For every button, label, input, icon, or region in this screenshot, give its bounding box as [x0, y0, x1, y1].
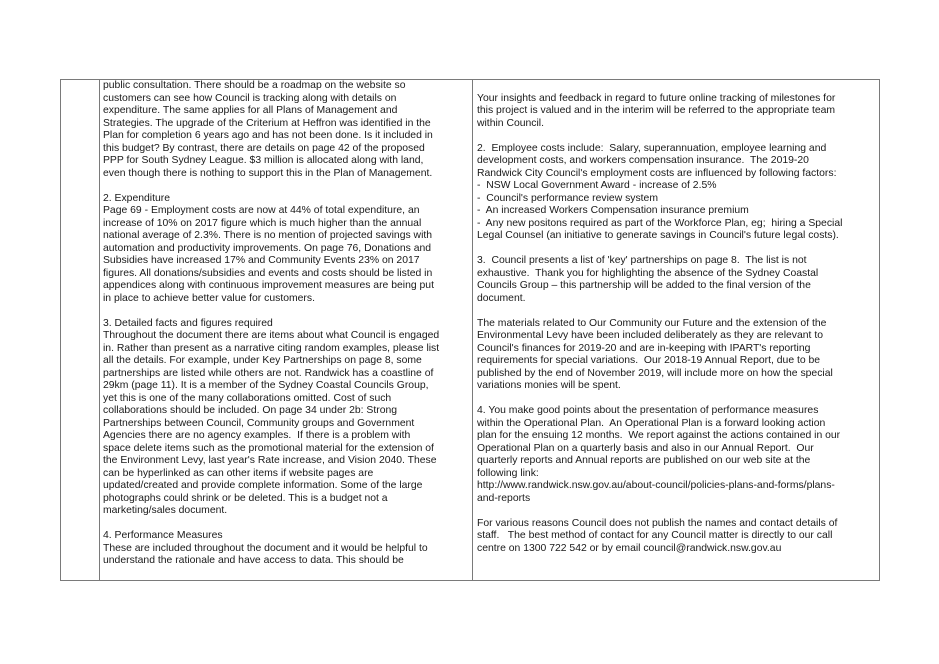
text-line: and-reports — [477, 492, 531, 504]
text-line: development costs, and workers compensation insurance. The 2019-20 — [477, 155, 809, 166]
text-line: requirements for special variations. Our 2018-19 Annual Report, due to be — [477, 355, 821, 366]
text-line: 2. Expenditure — [103, 192, 171, 204]
text-line: even though there is nothing to support this in the Plan of Management. — [103, 167, 433, 179]
text-line: For various reasons Council does not publish the names and contact details of — [477, 517, 838, 529]
text-line: following link: — [477, 467, 539, 479]
text-line: this budget? By contrast, there are details on page 42 of the proposed — [103, 142, 425, 154]
text-line: within Council. — [477, 117, 544, 129]
text-line: variations monies will be spent. — [477, 380, 621, 391]
text-line: - An increased Workers Compensation insurance premium — [477, 205, 749, 216]
text-line — [477, 80, 877, 93]
text-line: in. Rather than present as a narrative citing random examples, please list — [103, 342, 440, 354]
text-line: plan for the ensuing 12 months. We report against the actions contained in our — [477, 430, 841, 441]
text-line: 29km (page 11). It is a member of the Sydney Coastal Councils Group, — [103, 380, 429, 391]
text-line: collaborations should be included. On page 34 under 2b: Strong — [103, 405, 398, 416]
text-line: national average of 2.3%. There is no mention of projected savings with — [103, 230, 433, 241]
text-line: partnerships are listed while others are not. Randwick has a coastline of — [103, 367, 434, 379]
text-line: understand the rationale and have access to data. This should be — [103, 555, 404, 566]
text-line: 2. Employee costs include: Salary, superannuation, employee learning and — [477, 142, 827, 154]
paragraph — [103, 80, 469, 180]
text-line: Throughout the document there are items about what Council is engaged — [103, 330, 440, 341]
text-line: Operational Plan on a quarterly basis and also in our Annual Report. Our — [477, 442, 814, 454]
text-line: http://www.randwick.nsw.gov.au/about-council/policies-plans-and-forms/plans- — [477, 480, 835, 491]
text-line: updated/created and provide complete information. Some of the large — [103, 480, 423, 491]
text-line: 4. Performance Measures — [103, 530, 223, 541]
paragraph — [477, 518, 877, 556]
text-line: Partnerships between Council, Community groups and Government — [103, 417, 415, 429]
text-line: Councils Group – this partnership will be added to the final version of the — [477, 280, 811, 291]
text-line: 3. Detailed facts and figures required — [103, 317, 273, 329]
text-line: Randwick City Council's employment costs are influenced by following factors: — [477, 167, 837, 179]
text-line: space delete items such as the promotional material for the extension of — [103, 442, 434, 454]
paragraph — [477, 80, 877, 130]
text-line: These are included throughout the document and it would be helpful to — [103, 542, 428, 554]
text-line: The materials related to Our Community our Future and the extension of the — [477, 317, 827, 329]
text-line: Your insights and feedback in regard to future online tracking of milestones for — [477, 92, 836, 104]
text-line: public consultation. There should be a roadmap on the website so — [103, 80, 406, 91]
text-line: Environmental Levy have been included deliberately as they are relevant to — [477, 330, 823, 341]
text-line: increase of 10% on 2017 figure which is much higher than the annual — [103, 217, 422, 229]
paragraph — [103, 318, 469, 518]
text-line: Council's finances for 2019-20 and are in-keeping with IPART's reporting — [477, 342, 811, 354]
paragraph — [477, 405, 877, 505]
text-line: 3. Council presents a list of 'key' partnerships on page 8. The list is not — [477, 255, 807, 266]
text-line: in place to achieve better value for customers. — [103, 292, 315, 304]
text-line: within the Operational Plan. An Operational Plan is a forward looking action — [477, 417, 826, 429]
text-line: PPP for South Sydney League. $3 million is allocated along with land, — [103, 155, 424, 166]
column-divider-middle — [472, 80, 473, 580]
text-line: Strategies. The upgrade of the Criterium at Heffron was identified in the — [103, 117, 431, 129]
text-line: expenditure. The same applies for all Plans of Management and — [103, 105, 398, 116]
text-line: 4. You make good points about the presentation of performance measures — [477, 405, 819, 416]
text-line: - Council's performance review system — [477, 192, 658, 204]
paragraph — [103, 530, 469, 568]
text-line: Plan for completion 6 years ago and has not been done. Is it included in — [103, 130, 433, 141]
paragraph — [103, 193, 469, 306]
text-line: photographs could shrink or be deleted. This is a budget not a — [103, 492, 388, 504]
text-line: yet this is one of the many collaborations omitted. Cost of such — [103, 392, 392, 404]
text-line: customers can see how Council is tracking along with details on — [103, 92, 397, 104]
council-response-cell — [477, 80, 877, 555]
response-table — [60, 79, 880, 581]
text-line: staff. The best method of contact for any Council matter is directly to our call — [477, 530, 833, 541]
text-line: this project is valued and in the interim will be referred to the appropriate team — [477, 105, 836, 116]
text-line: Legal Counsel (an initiative to generate savings in Council's future legal costs). — [477, 230, 839, 241]
text-line: centre on 1300 722 542 or by email council@randwick.nsw.gov.au — [477, 542, 782, 554]
text-line: can be hyperlinked as can other items if website pages are — [103, 467, 374, 479]
submission-text-cell — [103, 80, 469, 568]
text-line: Page 69 - Employment costs are now at 44% of total expenditure, an — [103, 205, 420, 216]
text-line: marketing/sales document. — [103, 505, 228, 516]
text-line: Agencies there are no agency examples. If there is a problem with — [103, 430, 411, 441]
text-line: quarterly reports and Annual reports are published on our web site at the — [477, 455, 811, 466]
text-line: figures. All donations/subsidies and events and costs should be listed in — [103, 267, 433, 279]
paragraph — [477, 318, 877, 393]
text-line: - Any new positons required as part of the Workforce Plan, eg; hiring a Special — [477, 217, 843, 229]
text-line: appendices along with continuous improvement measures are being put — [103, 280, 434, 291]
text-line: the Environment Levy, last year's Rate increase, and Vision 2040. These — [103, 455, 437, 466]
text-line: published by the end of November 2019, will include more on how the special — [477, 367, 833, 379]
text-line: exhaustive. Thank you for highlighting the absence of the Sydney Coastal — [477, 267, 819, 279]
paragraph — [477, 143, 877, 243]
text-line: automation and productivity improvements. On page 76, Donations and — [103, 242, 432, 254]
text-line: document. — [477, 292, 526, 304]
column-divider-narrow — [99, 80, 100, 580]
paragraph — [477, 255, 877, 305]
text-line: - NSW Local Government Award - increase of 2.5% — [477, 180, 717, 191]
text-line: all the details. For example, under Key Partnerships on page 8, some — [103, 355, 422, 366]
text-line: Subsidies have increased 17% and Community Events 23% on 2017 — [103, 255, 420, 266]
